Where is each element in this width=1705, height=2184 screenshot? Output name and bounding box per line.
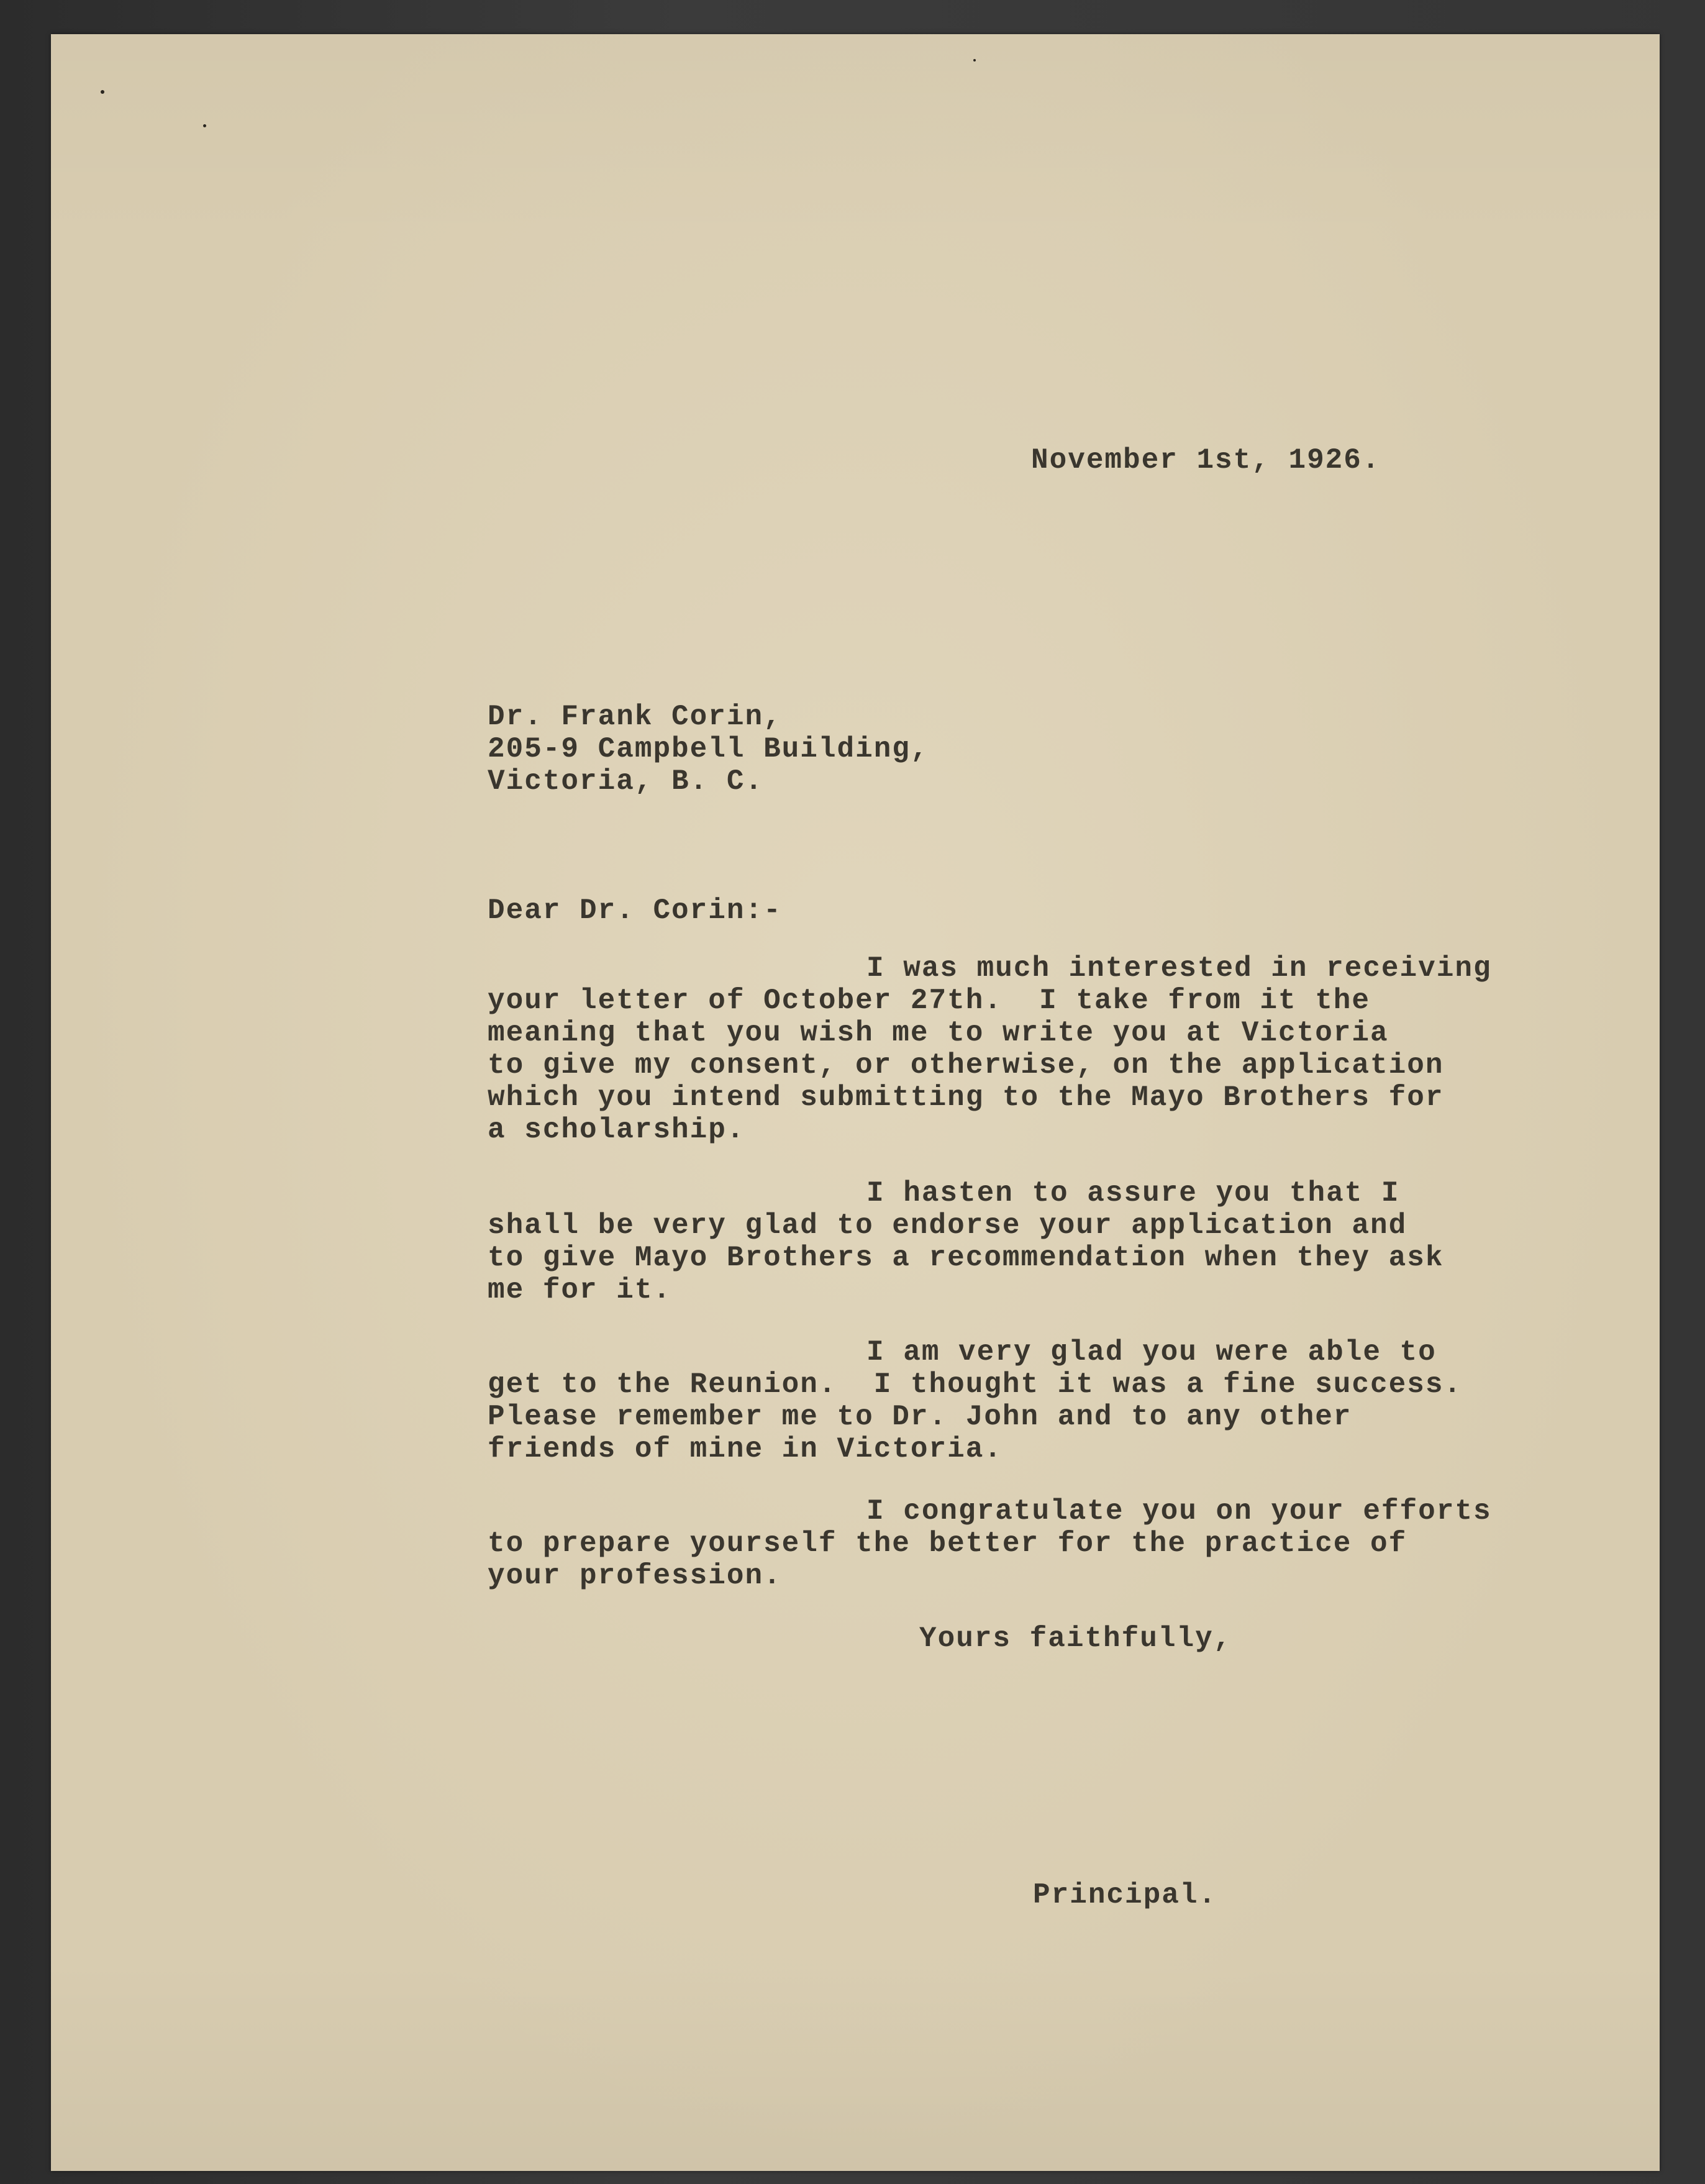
paragraph-1-line: a scholarship. xyxy=(488,1114,745,1146)
letter-date: November 1st, 1926. xyxy=(1031,444,1381,476)
paragraph-4-line: to prepare yourself the better for the practice of xyxy=(488,1527,1407,1560)
recipient-name: Dr. Frank Corin, xyxy=(488,701,782,733)
paragraph-1-line: meaning that you wish me to write you at Victoria xyxy=(488,1017,1389,1049)
paragraph-3-line: friends of mine in Victoria. xyxy=(488,1433,1003,1465)
paper-speck xyxy=(101,90,104,94)
paragraph-2-line: me for it. xyxy=(488,1274,672,1306)
closing: Yours faithfully, xyxy=(919,1622,1232,1655)
paragraph-1-line: I was much interested in receiving xyxy=(866,952,1492,985)
paragraph-1-line: which you intend submitting to the Mayo Brothers for xyxy=(488,1081,1444,1114)
paragraph-3-line: Please remember me to Dr. John and to any other xyxy=(488,1401,1352,1433)
paragraph-4-line: I congratulate you on your efforts xyxy=(866,1495,1492,1527)
paragraph-1-line: your letter of October 27th. I take from it the xyxy=(488,985,1371,1017)
paragraph-3-line: get to the Reunion. I thought it was a fine success. xyxy=(488,1368,1463,1401)
signature-title: Principal. xyxy=(1033,1879,1217,1911)
recipient-city: Victoria, B. C. xyxy=(488,765,764,798)
paragraph-3-line: I am very glad you were able to xyxy=(866,1336,1437,1368)
paper-speck xyxy=(973,59,976,61)
paragraph-1-line: to give my consent, or otherwise, on the application xyxy=(488,1049,1444,1081)
paragraph-2-line: to give Mayo Brothers a recommendation when they ask xyxy=(488,1242,1444,1274)
salutation: Dear Dr. Corin:- xyxy=(488,894,782,927)
paragraph-2-line: I hasten to assure you that I xyxy=(866,1177,1400,1209)
paper-speck xyxy=(203,124,206,127)
paragraph-2-line: shall be very glad to endorse your application and xyxy=(488,1209,1407,1242)
recipient-street: 205-9 Campbell Building, xyxy=(488,733,929,765)
paragraph-4-line: your profession. xyxy=(488,1560,782,1592)
